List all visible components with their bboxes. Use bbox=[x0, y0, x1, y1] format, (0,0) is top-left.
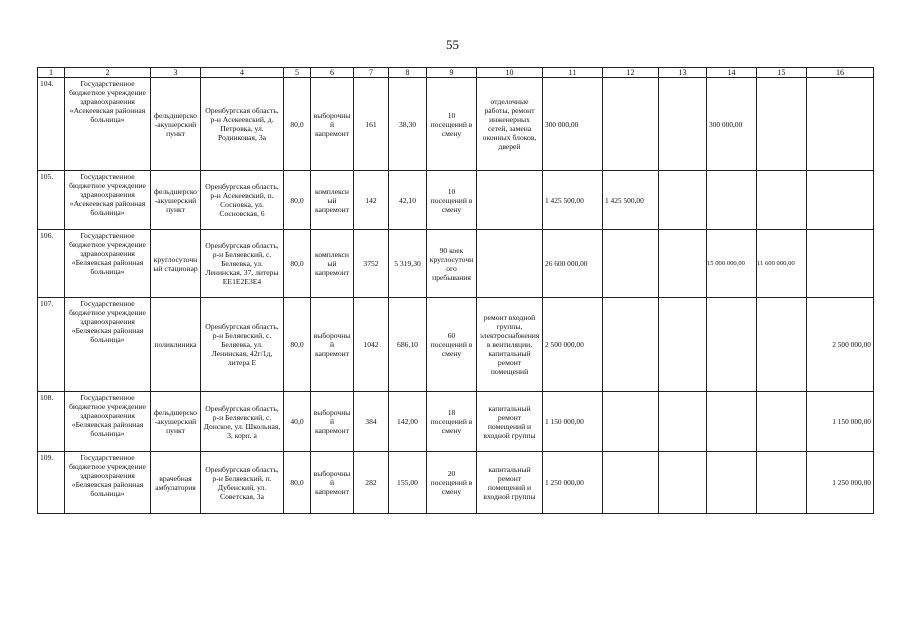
repair-kind: выборочный капремонт bbox=[311, 298, 354, 392]
capacity: 10 посещений в смену bbox=[427, 78, 477, 171]
works-description bbox=[477, 230, 543, 298]
col-header: 14 bbox=[707, 68, 757, 78]
table-row bbox=[38, 392, 874, 452]
organization: Государственное бюджетное учреждение здравоохранения «Асекеевская районная больница» bbox=[65, 78, 151, 171]
address: Оренбургская область, р-н Асекеевский, п. Сосновка, ул. Сосновская, 6 bbox=[201, 171, 284, 230]
facility-type: фельдшерско-акушерский пункт bbox=[151, 78, 201, 171]
facility-type: фельдшерско-акушерский пункт bbox=[151, 392, 201, 452]
table-row bbox=[38, 230, 874, 298]
cost-col15 bbox=[757, 452, 807, 514]
wear-percent: 80,0 bbox=[284, 171, 311, 230]
cost-col14 bbox=[707, 392, 757, 452]
cost-col12 bbox=[603, 298, 659, 392]
cost-total: 300 000,00 bbox=[543, 78, 603, 171]
col-header: 16 bbox=[807, 68, 874, 78]
table-row bbox=[38, 78, 874, 171]
cost-total: 2 500 000,00 bbox=[543, 298, 603, 392]
col-header: 13 bbox=[659, 68, 707, 78]
address: Оренбургская область, р-н Беляевский, с. Беляевка, ул. Ленинская, 42г/1д, литера Е bbox=[201, 298, 284, 392]
col-header: 7 bbox=[354, 68, 389, 78]
area: 686,10 bbox=[389, 298, 427, 392]
works-description: капитальный ремонт помещений и входной группы bbox=[477, 392, 543, 452]
row-number: 107. bbox=[38, 298, 65, 392]
cost-col15: 11 600 000,00 bbox=[757, 230, 807, 298]
area: 5 319,30 bbox=[389, 230, 427, 298]
cost-col13 bbox=[659, 452, 707, 514]
wear-percent: 40,0 bbox=[284, 392, 311, 452]
repair-kind: комплексный капремонт bbox=[311, 230, 354, 298]
organization: Государственное бюджетное учреждение здравоохранения «Беляевская районная больница» bbox=[65, 298, 151, 392]
capacity: 90 коек круглосуточного пребывания bbox=[427, 230, 477, 298]
repair-kind: комплексный капремонт bbox=[311, 171, 354, 230]
cost-total: 1 425 500,00 bbox=[543, 171, 603, 230]
cost-col14: 300 000,00 bbox=[707, 78, 757, 171]
organization: Государственное бюджетное учреждение здравоохранения «Беляевская районная больница» bbox=[65, 392, 151, 452]
value-col7: 384 bbox=[354, 392, 389, 452]
facility-type: врачебная амбулатория bbox=[151, 452, 201, 514]
cost-col14: 15 000 000,00 bbox=[707, 230, 757, 298]
col-header: 6 bbox=[311, 68, 354, 78]
row-number: 109. bbox=[38, 452, 65, 514]
col-header: 8 bbox=[389, 68, 427, 78]
cost-col13 bbox=[659, 230, 707, 298]
value-col7: 1042 bbox=[354, 298, 389, 392]
cost-col15 bbox=[757, 171, 807, 230]
area: 142,00 bbox=[389, 392, 427, 452]
works-description: ремонт входной группы, электроснабжения в вентиляции, капитальный ремонт помещений bbox=[477, 298, 543, 392]
facility-type: круглосуточный стационар bbox=[151, 230, 201, 298]
cost-col12 bbox=[603, 78, 659, 171]
page-number: 55 bbox=[446, 37, 459, 52]
capacity: 10 посещений в смену bbox=[427, 171, 477, 230]
cost-col16 bbox=[807, 171, 874, 230]
cost-col16 bbox=[807, 78, 874, 171]
row-number: 108. bbox=[38, 392, 65, 452]
address: Оренбургская область, р-н Асекеевский, д. Петровка, ул. Родниковая, 3а bbox=[201, 78, 284, 171]
value-col7: 3752 bbox=[354, 230, 389, 298]
row-number: 105. bbox=[38, 171, 65, 230]
col-header: 5 bbox=[284, 68, 311, 78]
wear-percent: 80,0 bbox=[284, 452, 311, 514]
address: Оренбургская область, р-н Беляевский, с. Беляевка, ул. Ленинская, 37, литеры ЕЕ1Е2Е3Е4 bbox=[201, 230, 284, 298]
cost-col14 bbox=[707, 452, 757, 514]
col-header: 9 bbox=[427, 68, 477, 78]
cost-total: 1 250 000,00 bbox=[543, 452, 603, 514]
table-row bbox=[38, 298, 874, 392]
cost-col13 bbox=[659, 392, 707, 452]
facility-type: поликлиника bbox=[151, 298, 201, 392]
organization: Государственное бюджетное учреждение здравоохранения «Беляевская районная больница» bbox=[65, 452, 151, 514]
row-number: 106. bbox=[38, 230, 65, 298]
cost-col15 bbox=[757, 298, 807, 392]
col-header: 10 bbox=[477, 68, 543, 78]
col-header: 15 bbox=[757, 68, 807, 78]
cost-col13 bbox=[659, 298, 707, 392]
cost-total: 26 600 000,00 bbox=[543, 230, 603, 298]
wear-percent: 80,0 bbox=[284, 230, 311, 298]
col-header: 4 bbox=[201, 68, 284, 78]
works-description: отделочные работы, ремонт инженерных сетей, замена оконных блоков, дверей bbox=[477, 78, 543, 171]
repair-kind: выборочный капремонт bbox=[311, 78, 354, 171]
organization: Государственное бюджетное учреждение здравоохранения «Асекеевская районная больница» bbox=[65, 171, 151, 230]
col-header: 3 bbox=[151, 68, 201, 78]
col-header: 12 bbox=[603, 68, 659, 78]
organization: Государственное бюджетное учреждение здравоохранения «Беляевская районная больница» bbox=[65, 230, 151, 298]
cost-col14 bbox=[707, 171, 757, 230]
col-header: 2 bbox=[65, 68, 151, 78]
cost-total: 1 150 000,00 bbox=[543, 392, 603, 452]
works-description bbox=[477, 171, 543, 230]
table-row bbox=[38, 171, 874, 230]
cost-col12: 1 425 500,00 bbox=[603, 171, 659, 230]
column-number-row bbox=[38, 68, 874, 78]
capacity: 20 посещений в смену bbox=[427, 452, 477, 514]
repair-kind: выборочный капремонт bbox=[311, 452, 354, 514]
capacity: 18 посещений в смену bbox=[427, 392, 477, 452]
cost-col13 bbox=[659, 171, 707, 230]
wear-percent: 80,0 bbox=[284, 298, 311, 392]
value-col7: 282 bbox=[354, 452, 389, 514]
cost-col12 bbox=[603, 392, 659, 452]
cost-col16: 1 250 000,00 bbox=[807, 452, 874, 514]
address: Оренбургская область, р-н Беляевский, п. Дубенский, ул. Советская, 3а bbox=[201, 452, 284, 514]
cost-col15 bbox=[757, 78, 807, 171]
cost-col14 bbox=[707, 298, 757, 392]
area: 38,30 bbox=[389, 78, 427, 171]
repair-program-table bbox=[37, 67, 874, 514]
col-header: 11 bbox=[543, 68, 603, 78]
table-row bbox=[38, 452, 874, 514]
area: 42,10 bbox=[389, 171, 427, 230]
works-description: капитальный ремонт помещений и входной группы bbox=[477, 452, 543, 514]
cost-col12 bbox=[603, 452, 659, 514]
col-header: 1 bbox=[38, 68, 65, 78]
value-col7: 142 bbox=[354, 171, 389, 230]
cost-col12 bbox=[603, 230, 659, 298]
repair-kind: выборочный капремонт bbox=[311, 392, 354, 452]
cost-col16: 1 150 000,00 bbox=[807, 392, 874, 452]
area: 155,00 bbox=[389, 452, 427, 514]
row-number: 104. bbox=[38, 78, 65, 171]
cost-col16: 2 500 000,00 bbox=[807, 298, 874, 392]
cost-col16 bbox=[807, 230, 874, 298]
wear-percent: 80,0 bbox=[284, 78, 311, 171]
value-col7: 161 bbox=[354, 78, 389, 171]
cost-col15 bbox=[757, 392, 807, 452]
cost-col13 bbox=[659, 78, 707, 171]
capacity: 60 посещений в смену bbox=[427, 298, 477, 392]
address: Оренбургская область, р-н Беляевский, с. Донское, ул. Школьная, 3, корп. а bbox=[201, 392, 284, 452]
facility-type: фельдшерско-акушерский пункт bbox=[151, 171, 201, 230]
